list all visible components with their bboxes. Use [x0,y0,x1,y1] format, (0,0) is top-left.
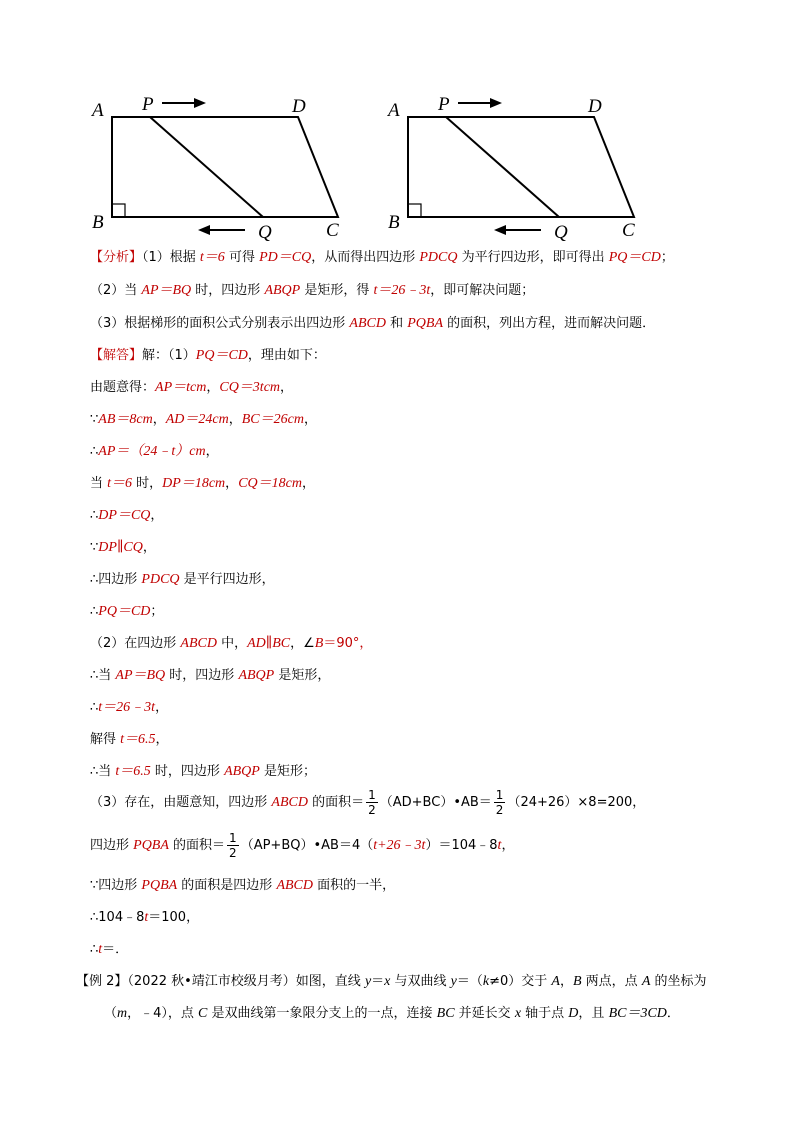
text: 中， [216,636,248,651]
math: ABCD [349,316,386,331]
text: 是矩形， [274,668,331,683]
text: 和 [385,316,408,331]
text: ＝（ [456,974,483,989]
text: ， [152,412,166,427]
text: （3）存在，由题意知，四边形 [90,795,272,810]
text: ， [501,838,515,853]
solution-line-11 [90,666,330,686]
math: AB＝8cm [98,412,153,427]
text: ∴ [90,700,99,715]
text: ＝90°， [323,636,373,651]
text: 并延长交 [454,1006,515,1021]
denominator: 2 [495,803,504,817]
text: 轴于点 [521,1006,569,1021]
text: ， [155,700,169,715]
text: ； [660,250,674,265]
solution-line-18 [90,908,199,928]
label-d: D [588,96,602,117]
text: 的面积＝ [307,795,365,810]
math: t＝26﹣3t [373,283,431,298]
text: 的面积＝ [168,838,226,853]
label-p: P [142,94,154,115]
math: k [482,974,490,989]
math: D [568,1006,579,1021]
math: t＝26﹣3t [98,700,156,715]
text: ∴当 [90,668,116,683]
example-line-2 [104,1004,680,1024]
solution-line-16 [90,831,514,861]
solution-line-2 [90,378,293,398]
solution-line-8 [90,570,275,590]
text: ，且 [578,1006,609,1021]
text: 解得 [90,732,121,747]
math: BC [436,1006,455,1021]
text: ， [280,380,294,395]
text: ∵ [90,540,99,555]
solution-line-5 [90,474,315,494]
solution-line-17 [90,876,395,896]
arrow-right-icon [194,98,206,108]
text: ∴四边形 [90,572,142,587]
solution-line-19 [90,940,128,960]
math: t＝6 [107,476,133,491]
text: 为平行四边形，即可得出 [457,250,609,265]
math: BC＝26cm [241,412,304,427]
math: t [497,838,502,853]
solution-line-1 [90,346,326,366]
text: （1）根据 [142,250,200,265]
denominator: 2 [229,846,237,860]
text: ＝ [371,974,385,989]
fraction-one-half [494,788,506,817]
solution-line-13 [90,730,169,750]
math: t＝6.5 [120,732,156,747]
math: t＝6.5 [115,764,151,779]
text: 与双曲线 [390,974,451,989]
numerator: 1 [368,788,376,802]
math: AD＝24cm [165,412,229,427]
math: DP＝18cm [162,476,226,491]
math: ABQP [238,668,275,683]
solution-line-9 [90,602,163,622]
math: DP∥CQ [98,540,143,555]
trapezoid-diagram [90,90,390,243]
trapezoid-abcd [408,117,634,217]
text: ∴ [90,942,99,957]
text: ， [228,412,242,427]
text: 由题意得： [90,380,156,395]
text: 当 [90,476,108,491]
math: DP＝CQ [98,508,151,523]
solution-line-6 [90,506,163,526]
text: 四边形 [90,838,134,853]
solution-line-3 [90,410,317,430]
text: ， [142,540,156,555]
math: y [450,974,457,989]
math: t [98,942,103,957]
text: 的面积，列出方程，进而解决问题． [443,316,656,331]
solution-line-12 [90,698,168,718]
right-angle-mark [112,204,125,217]
math: B [314,636,324,651]
text: ∴ [90,508,99,523]
label-a: A [388,100,400,121]
numerator: 1 [495,788,504,802]
text: ∴ [90,604,99,619]
text: ≠0）交于 [489,974,552,989]
text: ∴ [90,444,99,459]
text: ∴104﹣8 [90,910,145,925]
math: t [144,910,149,925]
text: ＝． [102,942,129,957]
fraction-one-half [366,788,378,817]
math: PDCQ [419,250,458,265]
math: t＝6 [199,250,225,265]
math: A [551,974,560,989]
text: ． [666,1006,680,1021]
math: m [117,1006,128,1021]
label-c: C [622,220,635,241]
solution-line-7 [90,538,156,558]
math: AP＝（24﹣t）cm [98,444,206,459]
math: CQ＝3tcm [219,380,281,395]
text: ， [150,508,164,523]
label-p: P [438,94,450,115]
math: CQ＝18cm [238,476,302,491]
text: （2）当 [90,283,142,298]
text: 时，四边形 [191,283,265,298]
solution-line-15 [90,788,645,818]
text: ，即可解决问题； [430,283,535,298]
example-tag: 【例 2】 [76,974,128,989]
math: ABQP [224,764,260,779]
numerator: 1 [229,831,237,845]
text: 的面积是四边形 [177,878,277,893]
analysis-tag: 【分析】 [90,250,143,265]
math: ABQP [264,283,301,298]
label-q: Q [554,222,568,243]
text: ，﹣4），点 [127,1006,199,1021]
text: ，理由如下： [247,348,326,363]
text: ， [559,974,573,989]
solution-line-14 [90,762,316,782]
label-a: A [92,100,104,121]
math: AP＝tcm [155,380,207,395]
text: 时，四边形 [150,764,225,779]
math: C [198,1006,208,1021]
math: x [514,1006,522,1021]
text: ）＝104﹣8 [425,838,498,853]
math: PQ＝CD [195,348,248,363]
fraction-one-half [227,831,239,860]
text: ∴当 [90,764,116,779]
segment-pq [446,117,559,217]
text: （AD+BC）•AB＝ [379,795,492,810]
figure-right [386,90,686,243]
text: ＝100， [148,910,200,925]
math: PQ＝CD [608,250,661,265]
math: PQBA [407,316,443,331]
text: ； [150,604,164,619]
label-b: B [388,212,400,233]
math: PD＝CQ [259,250,312,265]
text: ， [155,732,169,747]
example-line-1 [76,972,707,992]
math: PQBA [133,838,169,853]
label-c: C [326,220,339,241]
math: ABCD [271,795,308,810]
segment-pq [150,117,263,217]
analysis-line-1 [90,248,674,268]
text: ， [205,444,219,459]
figure-left [90,90,390,243]
math: ABCD [276,878,313,893]
math: y [364,974,372,989]
text: （AP+BQ）•AB＝4（ [240,838,374,853]
text: 的坐标为 [650,974,707,989]
text: 两点，点 [581,974,642,989]
math: PQ＝CD [98,604,151,619]
text: 是矩形； [259,764,316,779]
math: AP＝BQ [115,668,166,683]
math: ABCD [180,636,217,651]
arrow-left-icon [494,225,506,235]
math: A [641,974,651,989]
text: ， [225,476,239,491]
text: 时，四边形 [165,668,239,683]
text: 面积的一半， [313,878,396,893]
text: 可得 [224,250,260,265]
text: ，从而得出四边形 [311,250,420,265]
label-q: Q [258,222,272,243]
math: AD∥BC [247,636,291,651]
text: 是矩形，得 [300,283,374,298]
text: （24+26）×8=200， [507,795,646,810]
label-b: B [92,212,104,233]
solution-tag: 【解答】 [90,348,143,363]
math: PQBA [141,878,178,893]
text: （ [104,1006,118,1021]
math: x [384,974,391,989]
solution-line-10 [90,634,372,654]
label-d: D [292,96,306,117]
math: PDCQ [141,572,180,587]
text: ， [301,476,315,491]
analysis-line-2 [90,281,534,301]
denominator: 2 [368,803,376,817]
math: B [572,974,582,989]
text: 是双曲线第一象限分支上的一点，连接 [207,1006,437,1021]
trapezoid-abcd [112,117,338,217]
text: （3）根据梯形的面积公式分别表示出四边形 [90,316,350,331]
text: ，∠ [290,636,315,651]
text: ， [303,412,317,427]
arrow-left-icon [198,225,210,235]
text: （2）在四边形 [90,636,181,651]
trapezoid-diagram [386,90,686,243]
text: ∵四边形 [90,878,142,893]
analysis-line-3 [90,314,655,334]
text: （2022 秋•靖江市校级月考）如图，直线 [127,974,365,989]
math: t+26﹣3t [373,838,426,853]
text: 时， [132,476,163,491]
right-angle-mark [408,204,421,217]
text: ， [206,380,220,395]
math: AP＝BQ [141,283,192,298]
solution-line-4 [90,442,219,462]
math: BC＝3CD [608,1006,667,1021]
arrow-right-icon [490,98,502,108]
text: ∵ [90,412,99,427]
text: 是平行四边形， [179,572,275,587]
text: 解：（1） [142,348,196,363]
